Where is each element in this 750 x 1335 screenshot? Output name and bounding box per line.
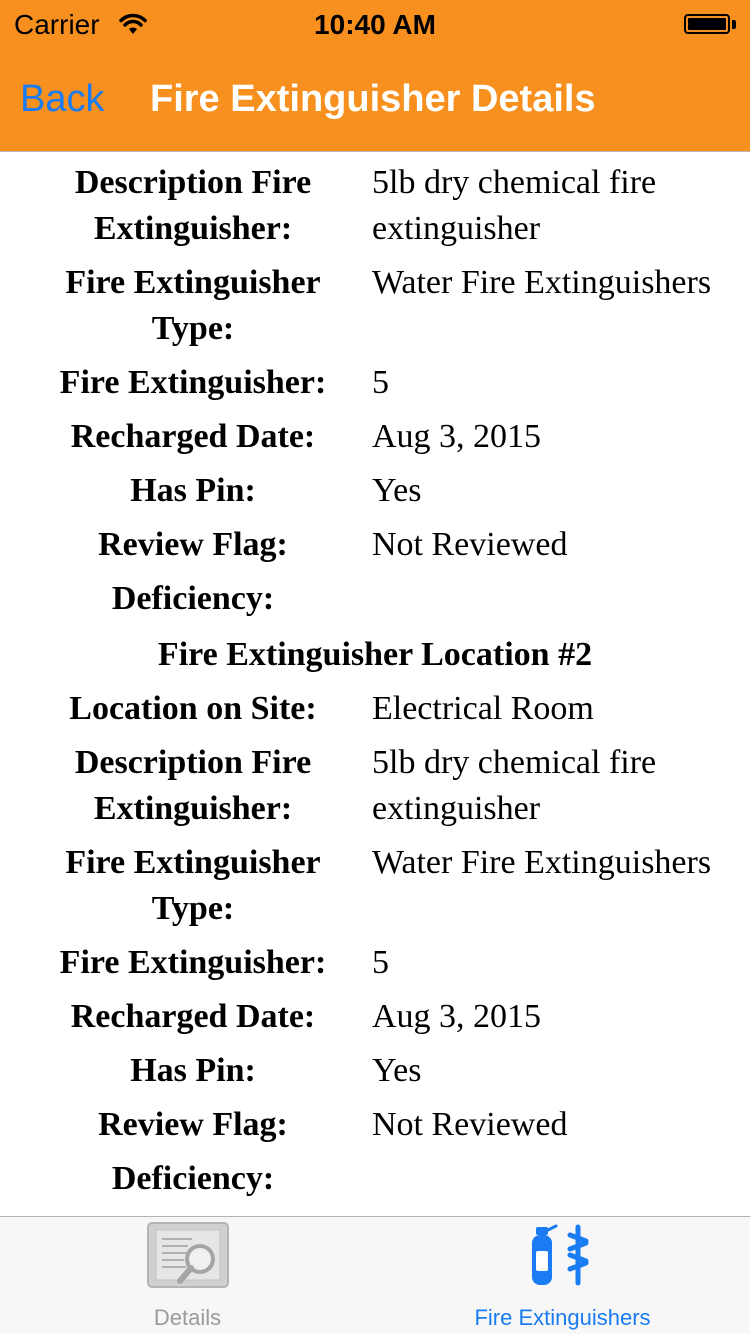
page-title: Fire Extinguisher Details bbox=[150, 78, 596, 120]
detail-row-description bbox=[0, 732, 750, 832]
navigation-bar bbox=[0, 50, 750, 152]
field-value: Aug 3, 2015 bbox=[372, 418, 542, 455]
field-value: Electrical Room bbox=[372, 690, 594, 727]
detail-row-deficiency bbox=[0, 568, 750, 622]
tab-fire-extinguishers[interactable] bbox=[375, 1217, 750, 1335]
detail-row-type bbox=[0, 832, 750, 932]
field-value: Water Fire Extinguishers bbox=[372, 264, 712, 301]
field-value: Yes bbox=[372, 472, 422, 509]
field-label: Deficiency: bbox=[111, 1160, 275, 1197]
field-label: Has Pin: bbox=[130, 1052, 256, 1089]
detail-row-has-pin bbox=[0, 1040, 750, 1094]
field-value bbox=[372, 1156, 712, 1202]
detail-row-count bbox=[0, 352, 750, 406]
tab-label: Fire Extinguishers bbox=[474, 1305, 651, 1330]
detail-row-review-flag bbox=[0, 1094, 750, 1148]
detail-row-count bbox=[0, 932, 750, 986]
battery-icon bbox=[684, 14, 736, 36]
field-value: 5lb dry chemical fire extinguisher bbox=[372, 744, 657, 827]
field-label: Recharged Date: bbox=[70, 998, 316, 1035]
field-label: Fire Extinguisher Type: bbox=[65, 844, 321, 927]
field-value: Water Fire Extinguishers bbox=[372, 844, 712, 881]
tab-label: Details bbox=[153, 1305, 222, 1330]
field-value: Yes bbox=[372, 1052, 422, 1089]
field-label: Recharged Date: bbox=[70, 418, 316, 455]
field-value: 5 bbox=[372, 944, 389, 981]
field-value: 5 bbox=[372, 364, 389, 401]
field-value: Not Reviewed bbox=[372, 1106, 568, 1143]
fire-extinguisher-icon bbox=[528, 1221, 598, 1287]
field-label: Has Pin: bbox=[130, 472, 256, 509]
detail-row-type bbox=[0, 252, 750, 352]
field-value: 5lb dry chemical fire extinguisher bbox=[372, 164, 657, 247]
carrier-label: Carrier bbox=[14, 9, 100, 40]
field-label: Review Flag: bbox=[98, 1106, 288, 1143]
field-value bbox=[372, 576, 712, 622]
detail-row-location bbox=[0, 678, 750, 732]
field-label: Description Fire Extinguisher: bbox=[74, 744, 312, 827]
detail-row-recharged-date bbox=[0, 406, 750, 460]
field-value: Aug 3, 2015 bbox=[372, 998, 542, 1035]
details-list[interactable] bbox=[0, 152, 750, 1216]
detail-row-description bbox=[0, 152, 750, 252]
field-label: Location on Site: bbox=[69, 690, 317, 727]
field-label: Review Flag: bbox=[98, 526, 288, 563]
status-time: 10:40 AM bbox=[314, 9, 436, 40]
status-bar bbox=[0, 0, 750, 50]
field-label: Fire Extinguisher: bbox=[59, 944, 327, 981]
field-label: Fire Extinguisher: bbox=[59, 364, 327, 401]
tab-bar bbox=[0, 1216, 750, 1334]
detail-row-recharged-date bbox=[0, 986, 750, 1040]
field-label: Fire Extinguisher Type: bbox=[65, 264, 321, 347]
field-value: Not Reviewed bbox=[372, 526, 568, 563]
field-label: Description Fire Extinguisher: bbox=[74, 164, 312, 247]
details-icon bbox=[146, 1221, 230, 1289]
section-heading: Fire Extinguisher Location #2 bbox=[157, 636, 593, 673]
detail-row-review-flag bbox=[0, 514, 750, 568]
field-label: Deficiency: bbox=[111, 580, 275, 617]
detail-row-has-pin bbox=[0, 460, 750, 514]
back-button[interactable]: Back bbox=[20, 78, 105, 120]
detail-row-deficiency bbox=[0, 1148, 750, 1202]
tab-details[interactable] bbox=[0, 1217, 375, 1335]
